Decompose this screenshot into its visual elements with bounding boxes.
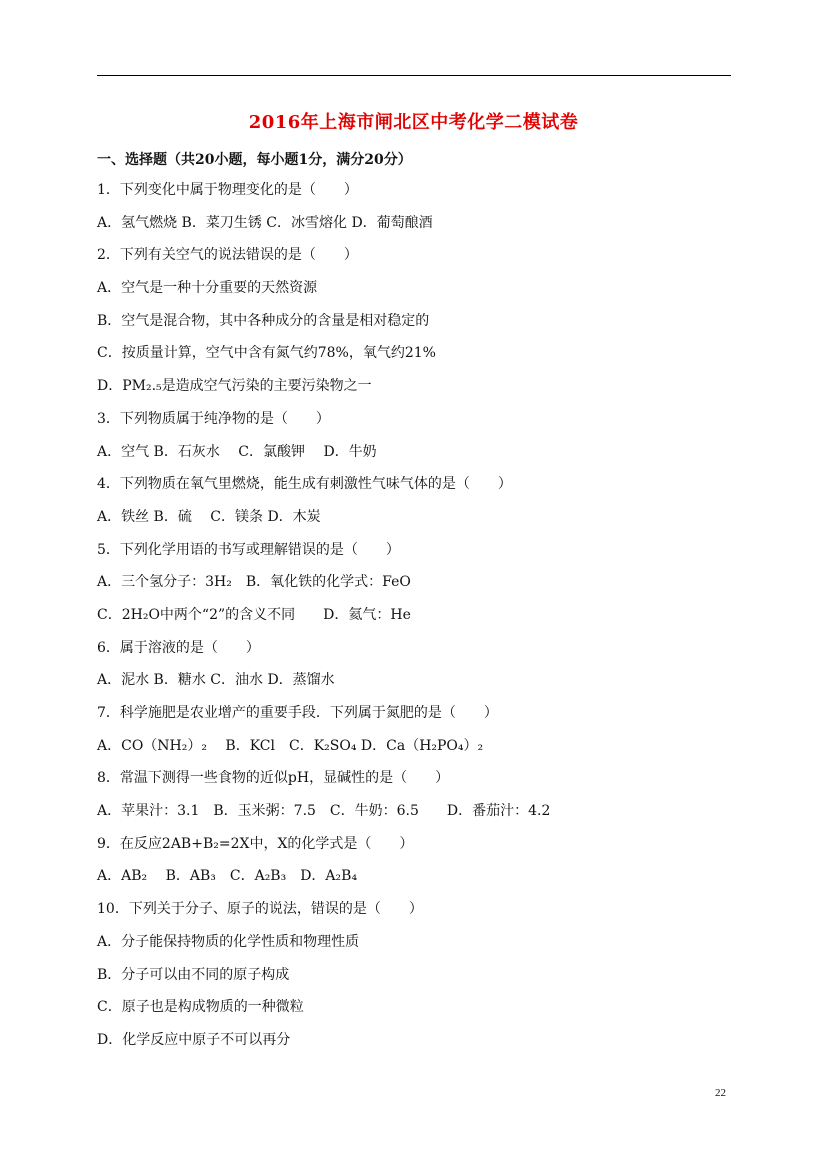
exam-title: 2016年上海市闸北区中考化学二模试卷 [248,112,579,133]
question-9-options: A．AB₂ B．AB₃ C．A₂B₃ D．A₂B₄ [97,868,358,885]
question-1-options: A．氢气燃烧 B．菜刀生锈 C．冰雪熔化 D．葡萄酿酒 [97,214,433,231]
question-5-options-cd: C．2H₂O中两个“2”的含义不同 D．氦气：He [97,606,411,623]
question-10-option-d: D．化学反应中原子不可以再分 [97,1031,291,1048]
question-5: 5．下列化学用语的书写或理解错误的是（ ） [97,541,400,558]
question-6: 6．属于溶液的是（ ） [97,639,260,656]
question-6-options: A．泥水 B．糖水 C．油水 D．蒸馏水 [97,672,335,689]
page-number: 22 [715,1087,726,1099]
question-7: 7．科学施肥是农业增产的重要手段．下列属于氮肥的是（ ） [97,705,498,721]
question-2-option-c: C．按质量计算，空气中含有氮气约78%，氧气约21% [97,345,436,362]
section-heading: 一、选择题（共20小题，每小题1分，满分20分） [97,152,412,168]
question-8-options: A．苹果汁：3.1 B．玉米粥：7.5 C．牛奶：6.5 D．番茄汁：4.2 [97,803,551,820]
question-2-option-b: B．空气是混合物，其中各种成分的含量是相对稳定的 [97,312,430,329]
header-rule [97,75,731,76]
question-2-option-a: A．空气是一种十分重要的天然资源 [97,280,318,297]
question-8: 8．常温下测得一些食物的近似pH，显碱性的是（ ） [97,770,450,787]
question-1: 1．下列变化中属于物理变化的是（ ） [97,182,358,198]
question-2: 2．下列有关空气的说法错误的是（ ） [97,247,358,264]
question-5-options-ab: A．三个氢分子：3H₂ B．氧化铁的化学式：FeO [97,574,411,591]
question-3-options: A．空气 B．石灰水 C．氯酸钾 D．牛奶 [97,443,377,460]
question-10-option-b: B．分子可以由不同的原子构成 [97,966,290,983]
question-7-options: A．CO（NH₂）₂ B．KCl C．K₂SO₄ D．Ca（H₂PO₄）₂ [97,737,484,754]
question-10-option-c: C．原子也是构成物质的一种微粒 [97,999,304,1016]
question-10-option-a: A．分子能保持物质的化学性质和物理性质 [97,933,360,950]
question-4-options: A．铁丝 B．硫 C．镁条 D．木炭 [97,508,321,525]
question-10: 10．下列关于分子、原子的说法，错误的是（ ） [97,901,423,918]
question-list [97,180,737,1063]
question-4: 4．下列物质在氧气里燃烧，能生成有刺激性气味气体的是（ ） [97,476,512,493]
question-2-option-d: D．PM₂.₅是造成空气污染的主要污染物之一 [97,378,372,395]
question-9: 9．在反应2AB+B₂=2X中，X的化学式是（ ） [97,835,414,852]
question-3: 3．下列物质属于纯净物的是（ ） [97,410,330,427]
